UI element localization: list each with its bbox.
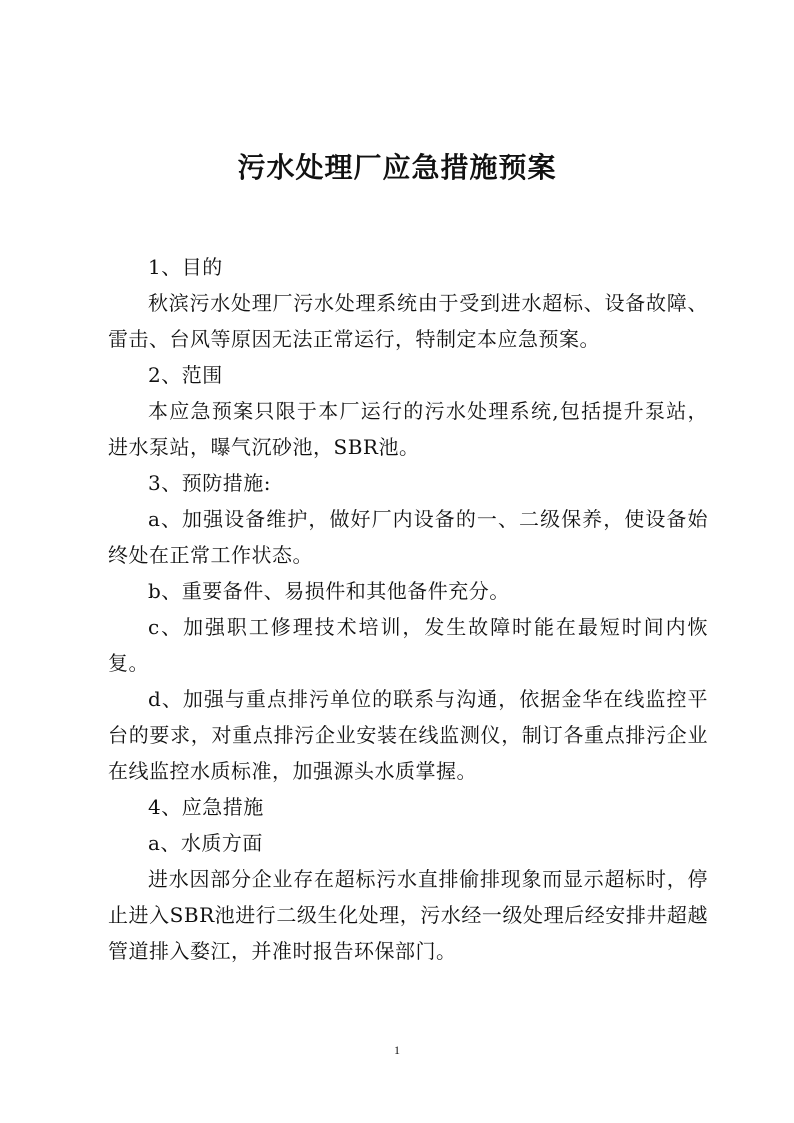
paragraph-water-quality: 进水因部分企业存在超标污水直排偷排现象而显示超标时，停止进入SBR池进行二级生化处理，污水经一级处理后经安排井超越管道排入婺江，并准时报告环保部门。	[108, 867, 708, 963]
document-body	[108, 249, 708, 969]
subheading-water-quality: a、水质方面	[148, 831, 263, 855]
paragraph-prevention-d: d、加强与重点排污单位的联系与沟通，依据金华在线监控平台的要求，对重点排污企业安装在线监测仪，制订各重点排污企业在线监控水质标准，加强源头水质掌握。	[108, 687, 708, 783]
section-heading-prevention: 3、预防措施:	[148, 471, 271, 495]
paragraph-prevention-c: c、加强职工修理技术培训，发生故障时能在最短时间内恢复。	[108, 615, 708, 675]
page-number: 1	[394, 1043, 400, 1057]
section-heading-purpose: 1、目的	[148, 255, 223, 279]
document-title: 污水处理厂应急措施预案	[237, 151, 557, 184]
paragraph-prevention-a: a、加强设备维护，做好厂内设备的一、二级保养，使设备始终处在正常工作状态。	[108, 507, 708, 567]
section-heading-emergency: 4、应急措施	[148, 795, 264, 819]
paragraph-purpose: 秋滨污水处理厂污水处理系统由于受到进水超标、设备故障、雷击、台风等原因无法正常运行，特制定本应急预案。	[108, 291, 708, 351]
paragraph-prevention-b: b、重要备件、易损件和其他备件充分。	[148, 579, 510, 603]
paragraph-scope: 本应急预案只限于本厂运行的污水处理系统,包括提升泵站，进水泵站，曝气沉砂池，SBR池。	[108, 399, 708, 459]
section-heading-scope: 2、范围	[148, 363, 223, 387]
